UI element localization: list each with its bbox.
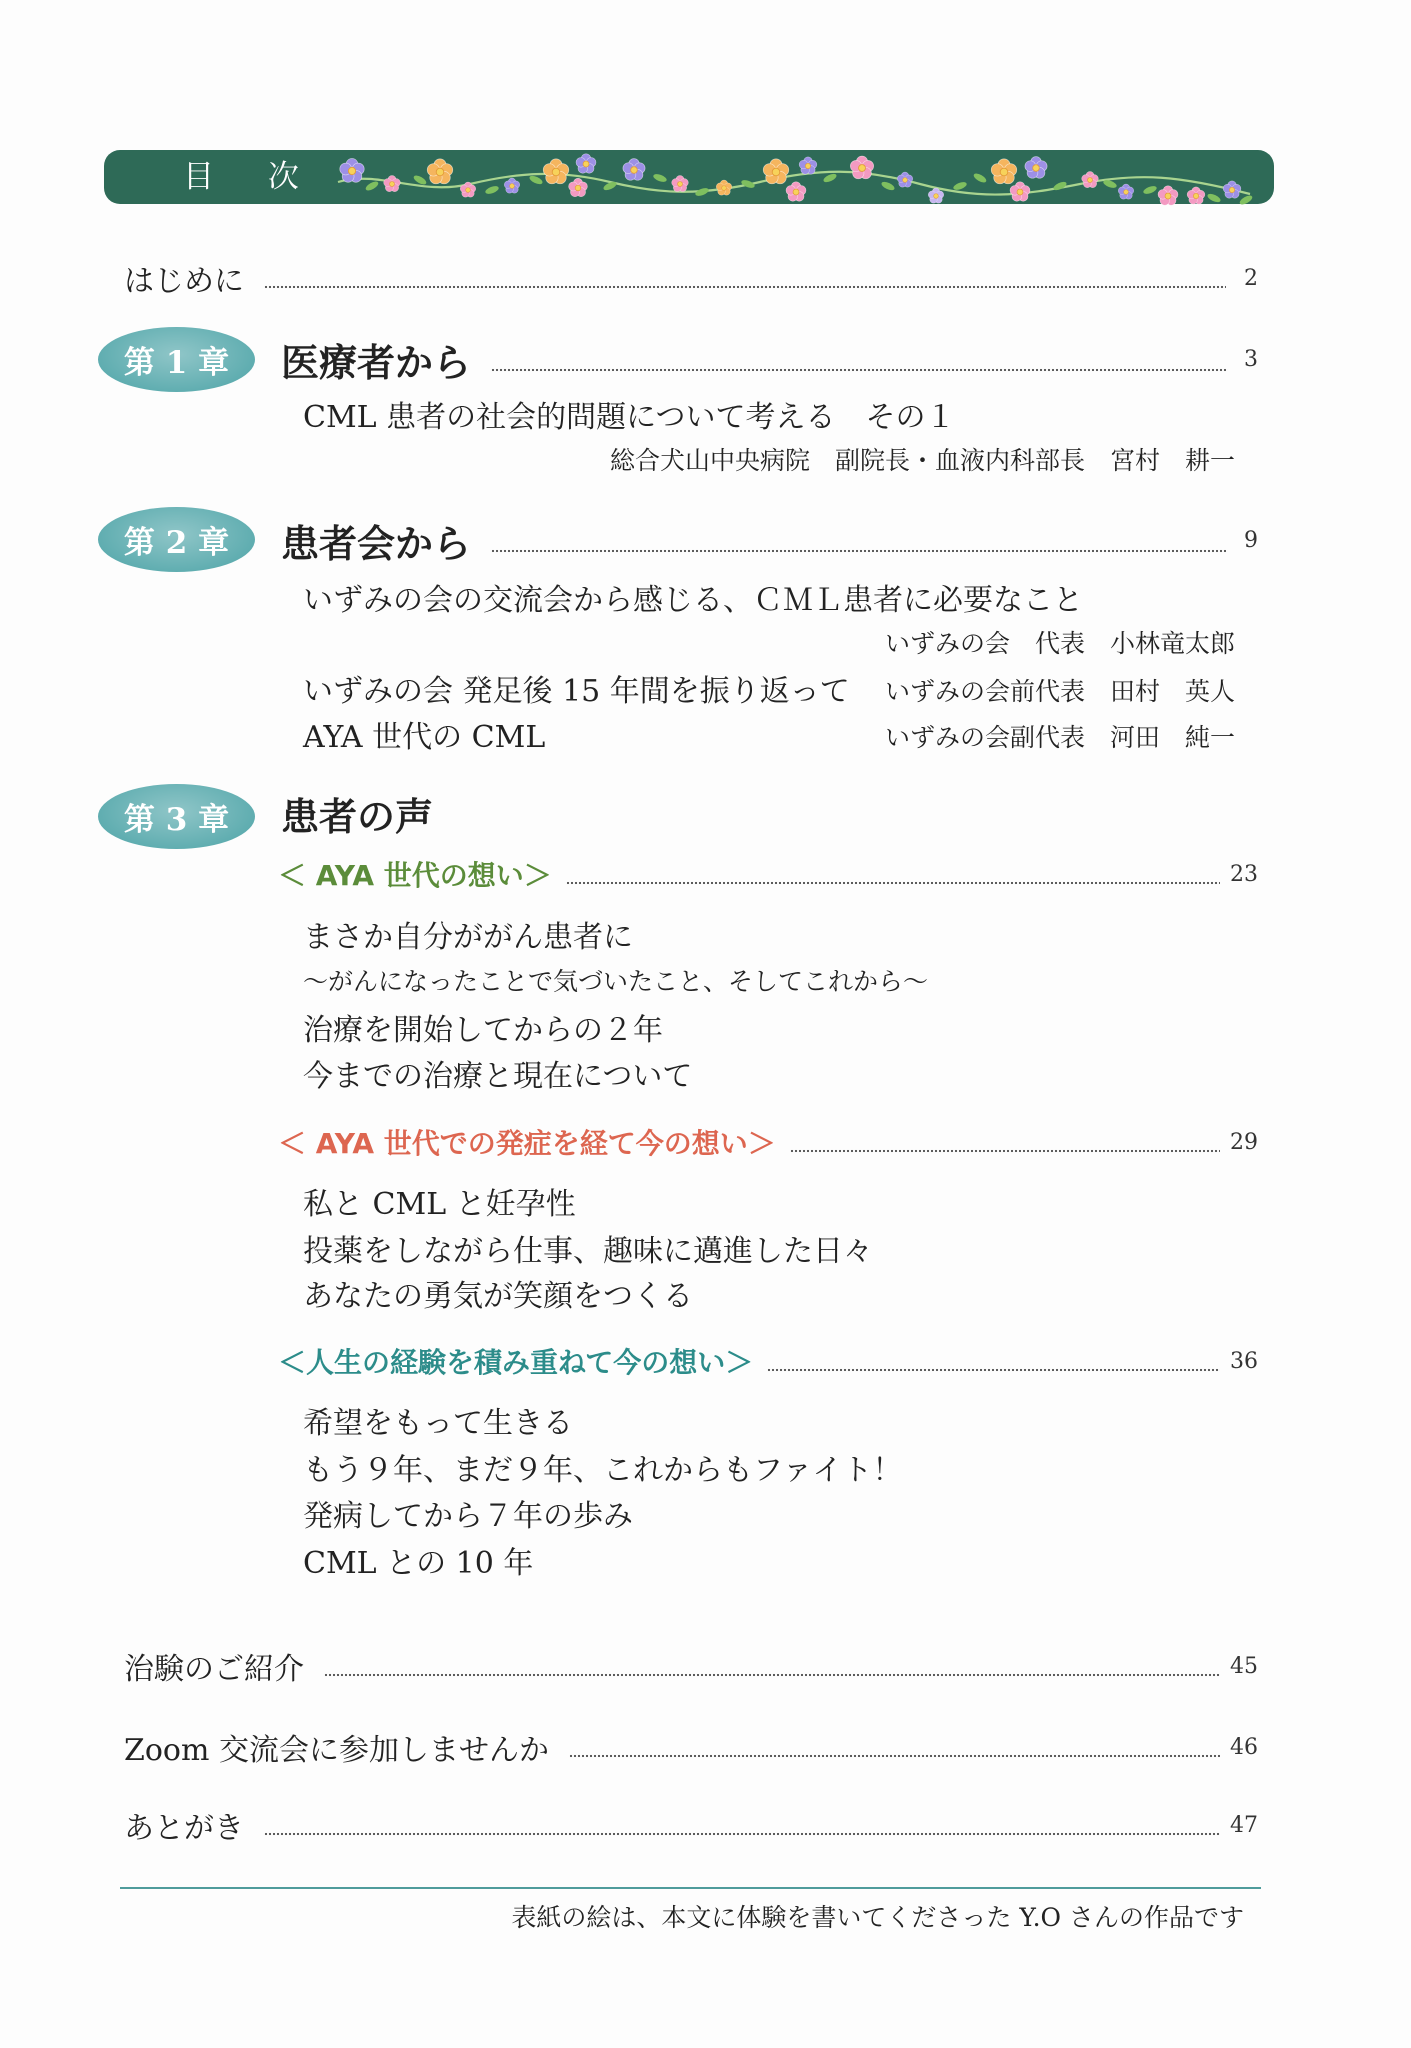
entry-label: はじめに <box>124 264 244 299</box>
leaf-icon <box>1052 180 1067 192</box>
article-title: 希望をもって生きる <box>303 1406 573 1441</box>
toc-entry-zoom-meetup <box>124 1725 1258 1769</box>
flower-icon <box>1010 182 1030 201</box>
leaf-icon <box>822 172 837 184</box>
leaf-icon <box>1142 185 1157 196</box>
dot-leader <box>569 1754 1220 1758</box>
article-title: あなたの勇気が笑顔をつくる <box>303 1279 693 1314</box>
flower-icon <box>1187 187 1205 204</box>
cover-art-credit: 表紙の絵は、本文に体験を書いてくださった Y.O さんの作品です <box>511 1903 1244 1932</box>
section-heading: ＜ AYA 世代の想い＞ <box>278 859 552 892</box>
page-number: 3 <box>1244 346 1258 372</box>
article-title: CML との 10 年 <box>303 1546 534 1581</box>
article-title: もう９年、まだ９年、これからもファイト！ <box>303 1453 903 1488</box>
flower-icon <box>1158 186 1178 205</box>
flower-icon <box>569 178 588 196</box>
flower-icon <box>543 159 569 184</box>
leaf-icon <box>652 173 667 184</box>
flower-icon <box>427 159 453 184</box>
article-title: いずみの会の交流会から感じる、ＣＭＬ患者に必要なこと <box>303 583 1083 618</box>
page-number: 29 <box>1230 1129 1258 1155</box>
article-title: CML 患者の社会的問題について考える その１ <box>303 400 956 435</box>
footer-divider <box>120 1887 1261 1889</box>
chapter-2-heading <box>281 514 1258 566</box>
flower-icon <box>799 157 817 174</box>
section-heading: ＜ AYA 世代での発症を経て今の想い＞ <box>278 1127 776 1160</box>
flower-icon <box>928 188 944 203</box>
page-number: 47 <box>1230 1812 1258 1838</box>
toc-entry-clinical-trials <box>124 1644 1258 1688</box>
section-heading-row <box>278 1339 1258 1383</box>
flower-icon <box>1118 184 1134 199</box>
flower-icon <box>623 159 645 181</box>
leaf-icon <box>528 174 543 186</box>
dot-leader <box>790 1149 1220 1153</box>
leaf-icon <box>1206 192 1221 204</box>
flower-icon <box>504 178 520 193</box>
entry-label: Zoom 交流会に参加しませんか <box>124 1733 549 1768</box>
entry-label: あとがき <box>124 1811 244 1846</box>
leaf-icon <box>694 187 709 198</box>
article-title: いずみの会 発足後 15 年間を振り返って <box>303 674 850 709</box>
section-heading-row <box>278 852 1258 896</box>
page-number: 36 <box>1230 1348 1258 1374</box>
page-number: 45 <box>1230 1653 1258 1679</box>
flower-icon <box>763 159 789 184</box>
chapter-badge: 第 1 章 <box>98 327 255 392</box>
flower-icon <box>897 172 913 187</box>
article-title: 今までの治療と現在について <box>303 1059 693 1094</box>
page-number: 46 <box>1230 1734 1258 1760</box>
article-title: まさか自分ががん患者に <box>303 920 633 955</box>
leaf-icon <box>1238 194 1253 207</box>
article-author: 総合犬山中央病院 副院長・血液内科部長 宮村 耕一 <box>609 446 1235 475</box>
leaf-icon <box>880 180 895 192</box>
chapter-title: 患者会から <box>281 520 472 566</box>
dot-leader <box>491 549 1226 553</box>
leaf-icon <box>364 180 379 193</box>
entry-label: 治験のご紹介 <box>124 1652 304 1687</box>
article-author: いずみの会前代表 田村 英人 <box>884 677 1235 706</box>
toc-entry-intro <box>124 256 1258 300</box>
dot-leader <box>566 881 1220 885</box>
article-title: 投薬をしながら仕事、趣味に邁進した日々 <box>303 1234 873 1269</box>
chapter-badge: 第 2 章 <box>98 507 255 572</box>
dot-leader <box>767 1368 1220 1372</box>
article-title: 発病してから７年の歩み <box>303 1499 633 1534</box>
leaf-icon <box>952 181 967 192</box>
chapter-badge: 第 3 章 <box>98 784 255 849</box>
article-title: 私と CML と妊孕性 <box>303 1187 576 1222</box>
page-number: 23 <box>1230 861 1258 887</box>
flower-icon <box>850 156 873 179</box>
flower-icon <box>672 175 689 191</box>
article-subtitle: 〜がんになったことで気づいたこと、そしてこれから〜 <box>303 967 929 996</box>
chapter-title: 患者の声 <box>281 794 434 839</box>
section-heading: ＜人生の経験を積み重ねて今の想い＞ <box>278 1346 754 1379</box>
toc-entry-afterword <box>124 1803 1258 1847</box>
flower-icon <box>991 159 1017 184</box>
dot-leader <box>491 368 1226 372</box>
flower-icon <box>786 182 806 201</box>
article-title: AYA 世代の CML <box>303 720 546 755</box>
flower-icon <box>1025 157 1047 179</box>
page-number: 2 <box>1244 265 1258 291</box>
flower-icon <box>576 154 596 173</box>
leaf-icon <box>740 179 755 190</box>
page-number: 9 <box>1244 527 1258 553</box>
dot-leader <box>264 1832 1220 1836</box>
leaf-icon <box>484 185 499 196</box>
flower-icon <box>1223 181 1241 198</box>
article-author: いずみの会 代表 小林竜太郎 <box>884 629 1235 658</box>
toc-title: 目 次 <box>183 159 321 195</box>
chapter-1-heading <box>281 333 1258 385</box>
flower-icon <box>384 175 401 191</box>
section-heading-row <box>278 1120 1258 1164</box>
dot-leader <box>324 1673 1220 1677</box>
flower-icon <box>1082 171 1099 187</box>
article-title: 治療を開始してからの２年 <box>303 1013 663 1048</box>
dot-leader <box>264 285 1226 289</box>
article-author: いずみの会副代表 河田 純一 <box>884 723 1235 752</box>
flower-icon <box>340 158 364 182</box>
flower-vine-icon <box>0 0 1411 240</box>
flower-icon <box>716 180 732 195</box>
leaf-icon <box>972 172 987 185</box>
chapter-title: 医療者から <box>281 339 472 385</box>
